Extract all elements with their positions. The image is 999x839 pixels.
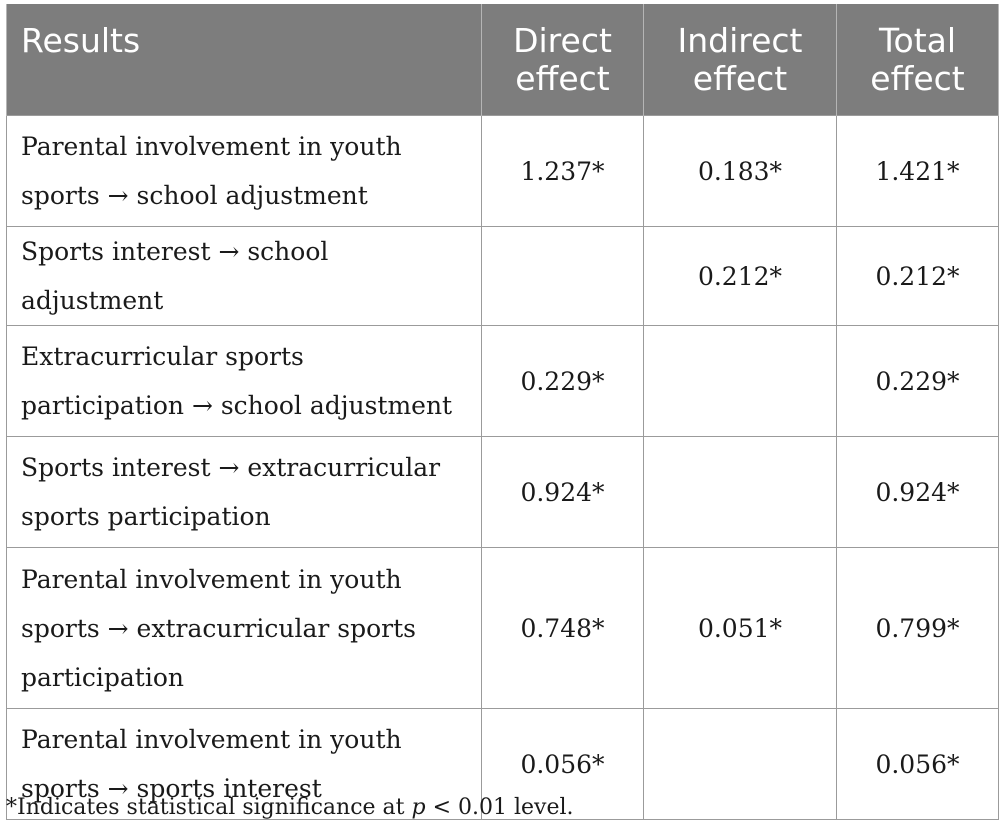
header-direct-effect bbox=[482, 4, 644, 116]
table-body bbox=[7, 116, 999, 820]
table-footnote bbox=[6, 795, 574, 820]
effects-table bbox=[6, 4, 999, 820]
direct-effect-cell bbox=[482, 227, 644, 326]
header-row bbox=[7, 4, 999, 116]
footnote-p-symbol: p bbox=[411, 795, 426, 820]
indirect-effect-cell: 0.212* bbox=[644, 227, 837, 326]
row-label: Parental involvement in youth sports → extracurricular sports participation bbox=[7, 548, 482, 709]
table-row bbox=[7, 437, 999, 548]
header-direct-line-1: Direct bbox=[513, 20, 612, 60]
row-label: Sports interest → school adjustment bbox=[7, 227, 482, 326]
header-total-line-2: effect bbox=[870, 58, 965, 98]
header-indirect-effect bbox=[644, 4, 837, 116]
header-indirect-line-2: effect bbox=[692, 58, 788, 98]
indirect-effect-cell: 0.183* bbox=[644, 116, 837, 227]
table-row bbox=[7, 548, 999, 709]
total-effect-cell: 1.421* bbox=[837, 116, 999, 227]
table-row bbox=[7, 227, 999, 326]
direct-effect-cell: 1.237* bbox=[482, 116, 644, 227]
results-table-container bbox=[6, 4, 998, 820]
header-direct-line-2: effect bbox=[515, 58, 610, 98]
footnote-prefix: *Indicates statistical significance at bbox=[6, 795, 412, 820]
direct-effect-cell: 0.748* bbox=[482, 548, 644, 709]
indirect-effect-cell bbox=[644, 709, 837, 820]
row-label: Sports interest → extracurricular sports participation bbox=[7, 437, 482, 548]
row-label: Parental involvement in youth sports → school adjustment bbox=[7, 116, 482, 227]
total-effect-cell: 0.056* bbox=[837, 709, 999, 820]
table-row bbox=[7, 326, 999, 437]
header-total-line-1: Total bbox=[878, 20, 957, 60]
direct-effect-cell: 0.056* bbox=[482, 709, 644, 820]
total-effect-cell: 0.212* bbox=[837, 227, 999, 326]
header-total-effect bbox=[837, 4, 999, 116]
indirect-effect-cell bbox=[644, 326, 837, 437]
indirect-effect-cell: 0.051* bbox=[644, 548, 837, 709]
header-indirect-line-1: Indirect bbox=[677, 20, 803, 60]
indirect-effect-cell bbox=[644, 437, 837, 548]
row-label: Extracurricular sports participation → school adjustment bbox=[7, 326, 482, 437]
table-row bbox=[7, 116, 999, 227]
total-effect-cell: 0.924* bbox=[837, 437, 999, 548]
footnote-suffix: < 0.01 level. bbox=[425, 795, 574, 820]
header-results: Results bbox=[7, 4, 482, 116]
total-effect-cell: 0.229* bbox=[837, 326, 999, 437]
direct-effect-cell: 0.229* bbox=[482, 326, 644, 437]
total-effect-cell: 0.799* bbox=[837, 548, 999, 709]
table-header bbox=[7, 4, 999, 116]
direct-effect-cell: 0.924* bbox=[482, 437, 644, 548]
row-label: Parental involvement in youth sports → sports interest bbox=[7, 709, 482, 820]
